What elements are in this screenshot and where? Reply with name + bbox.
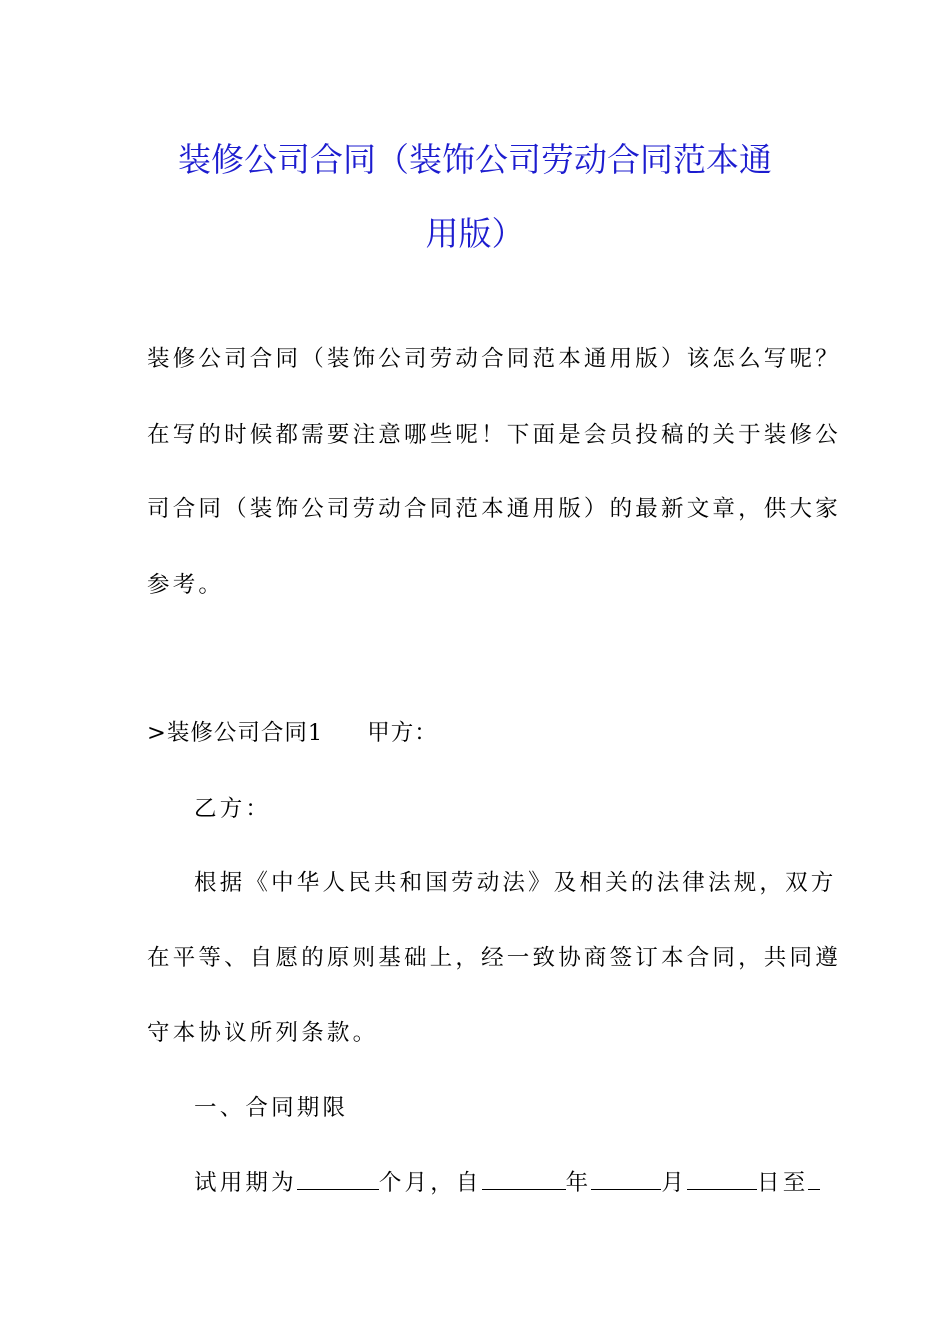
day-unit: 日至 (757, 1170, 809, 1196)
document-title-line-1: 装修公司合同（装饰公司劳动合同范本通 (178, 140, 772, 179)
months-blank[interactable] (297, 1167, 379, 1190)
basis-line-2: 在平等、自愿的原则基础上，经一致协商签订本合同，共同遵 (147, 945, 841, 971)
party-b-label: 乙方： (194, 796, 272, 822)
section-marker: > (147, 720, 167, 746)
document-title-line-2: 用版） (425, 214, 525, 253)
section-heading-text: 装修公司合同1 (166, 720, 324, 746)
probation-line (194, 1167, 820, 1198)
clause-title: 一、合同期限 (194, 1095, 349, 1121)
intro-line-4: 参考。 (147, 572, 225, 598)
intro-line-2: 在写的时候都需要注意哪些呢！下面是会员投稿的关于装修公 (147, 422, 841, 448)
end-blank[interactable] (808, 1167, 820, 1190)
year-unit: 年 (565, 1170, 592, 1196)
basis-line-3: 守本协议所列条款。 (147, 1020, 379, 1046)
months-unit: 个月，自 (378, 1170, 482, 1196)
month-unit: 月 (661, 1170, 688, 1196)
section-heading (147, 718, 438, 748)
probation-prefix: 试用期为 (194, 1170, 297, 1196)
basis-line-1: 根据《中华人民共和国劳动法》及相关的法律法规，双方 (194, 870, 837, 896)
party-a-label: 甲方： (367, 720, 438, 746)
intro-line-3: 司合同（装饰公司劳动合同范本通用版）的最新文章，供大家 (147, 496, 841, 522)
month-blank[interactable] (591, 1167, 661, 1190)
day-blank[interactable] (687, 1167, 757, 1190)
year-blank[interactable] (482, 1167, 566, 1190)
intro-line-1: 装修公司合同（装饰公司劳动合同范本通用版）该怎么写呢？ (147, 346, 841, 372)
